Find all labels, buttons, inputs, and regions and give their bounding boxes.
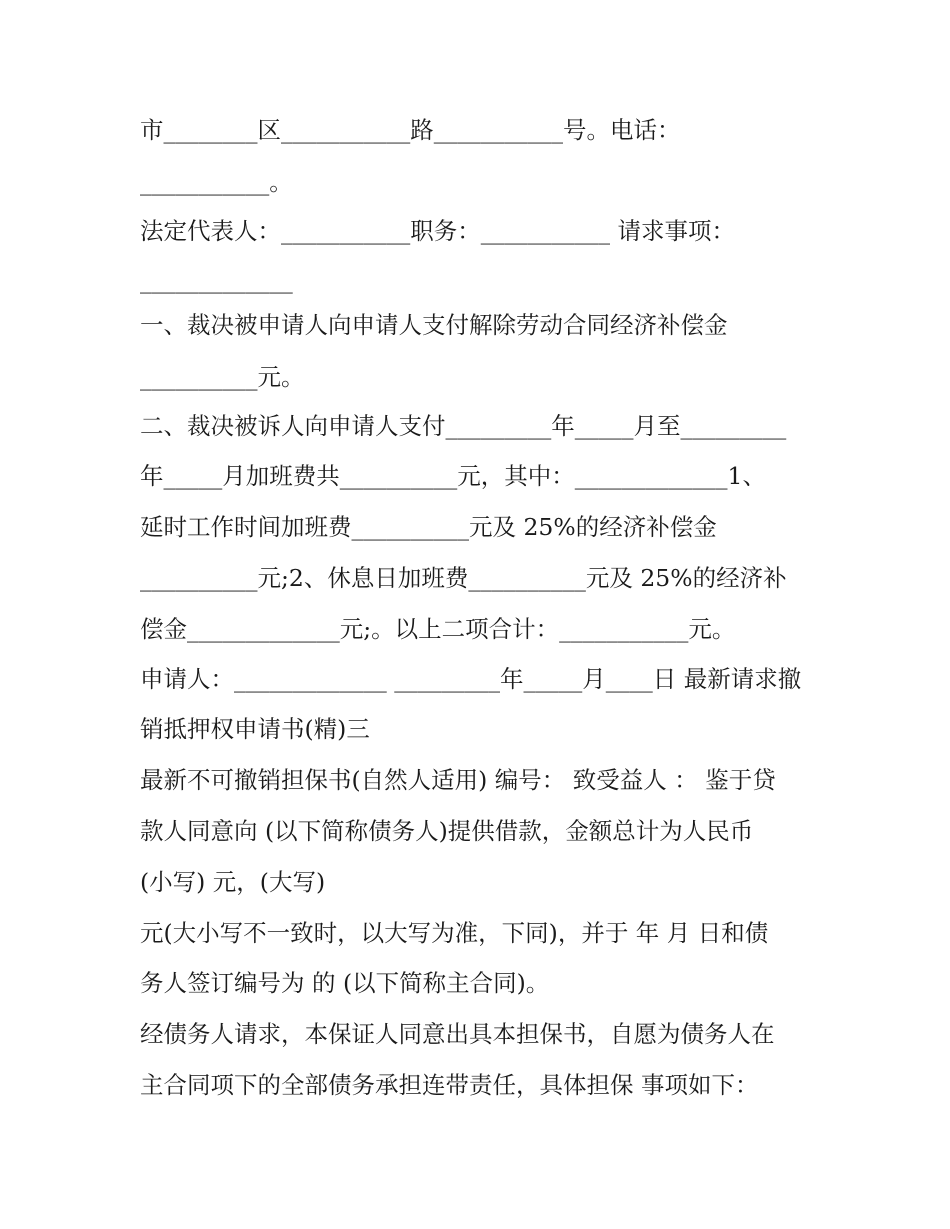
text-line: 偿金_____________元;。以上二项合计：___________元。 [140,615,736,643]
text-line: 销抵押权申请书(精)三 [140,715,370,743]
text-line: 款人同意向 (以下简称债务人)提供借款，金额总计为人民币 [140,817,754,845]
text-line: 年_____月加班费共__________元，其中：_____________1、 [140,462,766,490]
text-line: (小写) 元，(大写) [140,868,326,896]
text-line: __________元。 [140,363,305,391]
text-line: _____________ [140,266,293,294]
text-line: 法定代表人：___________职务：___________ 请求事项： [140,217,735,245]
text-line: 市________区___________路___________号。电话： [140,116,681,144]
text-line: 务人签订编号为 的 (以下简称主合同)。 [140,969,550,997]
text-line: ___________。 [140,168,293,196]
text-line: 一、裁决被申请人向申请人支付解除劳动合同经济补偿金 [140,311,728,339]
text-line: 申请人：_____________ _________年_____月____日 最新请求撤 [140,665,802,693]
text-line: 元(大小写不一致时，以大写为准，下同)，并于 年 月 日和债 [140,919,769,947]
text-line: 最新不可撤销担保书(自然人适用) 编号： 致受益人 ： 鉴于贷 [140,766,776,794]
text-line: 经债务人请求，本保证人同意出具本担保书，自愿为债务人在 [140,1020,775,1048]
text-line: 二、裁决被诉人向申请人支付_________年_____月至_________ [140,412,787,440]
text-line: 主合同项下的全部债务承担连带责任，具体担保 事项如下： [140,1071,759,1099]
text-line: 延时工作时间加班费__________元及 25%的经济补偿金 [140,513,717,541]
text-line: __________元;2、休息日加班费__________元及 25%的经济补 [140,564,787,592]
